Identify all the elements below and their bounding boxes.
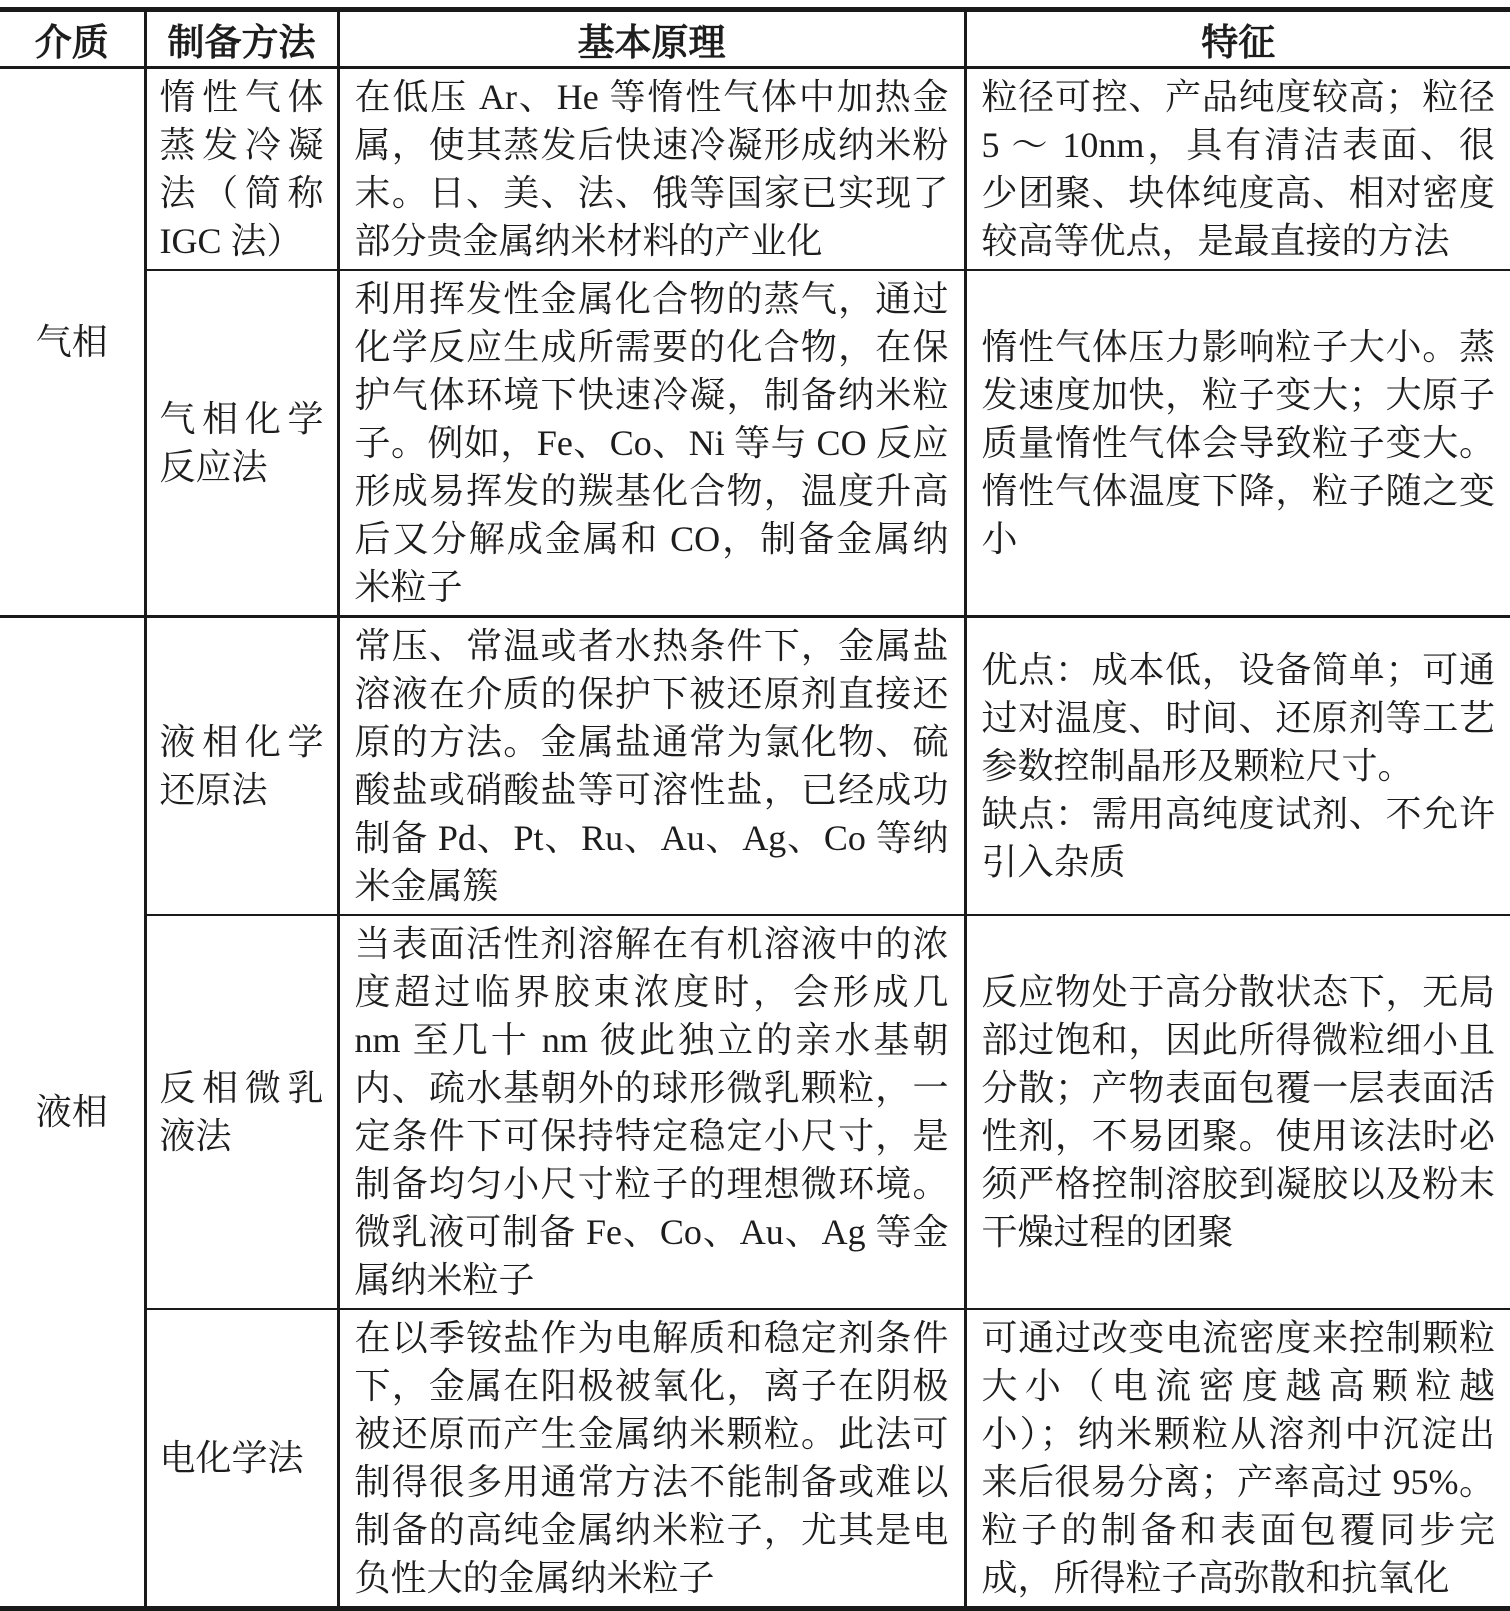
header-feature: 特征 [965, 10, 1510, 68]
method-text: 气相化学反应法 [159, 399, 324, 487]
table-row [0, 270, 1510, 617]
preparation-methods-table [0, 7, 1510, 1611]
feature-cell [965, 617, 1510, 916]
header-medium: 介质 [0, 10, 145, 68]
feature-disadvantages-text: 缺点：需用高纯度试剂、不允许引入杂质 [981, 794, 1495, 882]
feature-text: 惰性气体压力影响粒子大小。蒸发速度加快，粒子变大；大原子质量惰性气体会导致粒子变大。惰性气体温度下降，粒子随之变小 [981, 327, 1495, 559]
method-text: 电化学法 [159, 1438, 304, 1478]
header-method: 制备方法 [145, 10, 338, 68]
feature-cell [965, 68, 1510, 271]
table-row [0, 1309, 1510, 1609]
header-principle: 基本原理 [338, 10, 965, 68]
principle-cell [338, 915, 965, 1309]
medium-cell-liquid-phase: 液相 [0, 617, 145, 1609]
principle-text: 在以季铵盐作为电解质和稳定剂条件下，金属在阳极被氧化，离子在阴极被还原而产生金属纳米颗粒。此法可制得很多用通常方法不能制备或难以制备的高纯金属纳米粒子，尤其是电负性大的金属纳米粒子 [354, 1318, 949, 1598]
medium-cell-gas-phase: 气相 [0, 68, 145, 617]
method-cell [145, 1309, 338, 1609]
method-text: 惰性气体蒸发冷凝法（简称 IGC 法） [159, 77, 324, 261]
feature-cell [965, 270, 1510, 617]
table-header-row [0, 10, 1510, 68]
feature-cell [965, 915, 1510, 1309]
principle-text: 利用挥发性金属化合物的蒸气，通过化学反应生成所需要的化合物，在保护气体环境下快速冷凝，制备纳米粒子。例如，Fe、Co、Ni 等与 CO 反应形成易挥发的羰基化合物，温度升高后又分解成金属和 CO，制备金属纳米粒子 [354, 279, 949, 607]
principle-text: 在低压 Ar、He 等惰性气体中加热金属，使其蒸发后快速冷凝形成纳米粉末。日、美、法、俄等国家已实现了部分贵金属纳米材料的产业化 [354, 77, 949, 261]
feature-advantages-text: 优点：成本低，设备简单；可通过对温度、时间、还原剂等工艺参数控制晶形及颗粒尺寸。 [981, 650, 1495, 786]
principle-cell [338, 270, 965, 617]
table-row [0, 915, 1510, 1309]
method-text: 反相微乳液法 [159, 1068, 324, 1156]
method-cell [145, 68, 338, 271]
principle-cell [338, 68, 965, 271]
table-row [0, 68, 1510, 271]
principle-cell [338, 1309, 965, 1609]
table-row [0, 617, 1510, 916]
principle-text: 当表面活性剂溶解在有机溶液中的浓度超过临界胶束浓度时，会形成几 nm 至几十 nm 彼此独立的亲水基朝内、疏水基朝外的球形微乳颗粒，一定条件下可保持特定稳定小尺寸，是制备均匀小尺寸粒子的理想微环境。微乳液可制备 Fe、Co、Au、Ag 等金属纳米粒子 [354, 924, 949, 1300]
feature-text: 可通过改变电流密度来控制颗粒大小（电流密度越高颗粒越小）；纳米颗粒从溶剂中沉淀出来后很易分离；产率高过 95%。粒子的制备和表面包覆同步完成，所得粒子高弥散和抗氧化 [981, 1318, 1495, 1598]
principle-text: 常压、常温或者水热条件下，金属盐溶液在介质的保护下被还原剂直接还原的方法。金属盐通常为氯化物、硫酸盐或硝酸盐等可溶性盐，已经成功制备 Pd、Pt、Ru、Au、Ag、Co 等纳米金属簇 [354, 626, 949, 906]
method-text: 液相化学还原法 [159, 722, 324, 810]
principle-cell [338, 617, 965, 916]
feature-cell [965, 1309, 1510, 1609]
feature-text: 反应物处于高分散状态下，无局部过饱和，因此所得微粒细小且分散；产物表面包覆一层表面活性剂，不易团聚。使用该法时必须严格控制溶胶到凝胶以及粉末干燥过程的团聚 [981, 972, 1495, 1252]
method-cell [145, 617, 338, 916]
method-cell [145, 915, 338, 1309]
feature-text: 粒径可控、产品纯度较高；粒径 5 ～ 10nm，具有清洁表面、很少团聚、块体纯度高、相对密度较高等优点，是最直接的方法 [981, 77, 1495, 261]
method-cell [145, 270, 338, 617]
